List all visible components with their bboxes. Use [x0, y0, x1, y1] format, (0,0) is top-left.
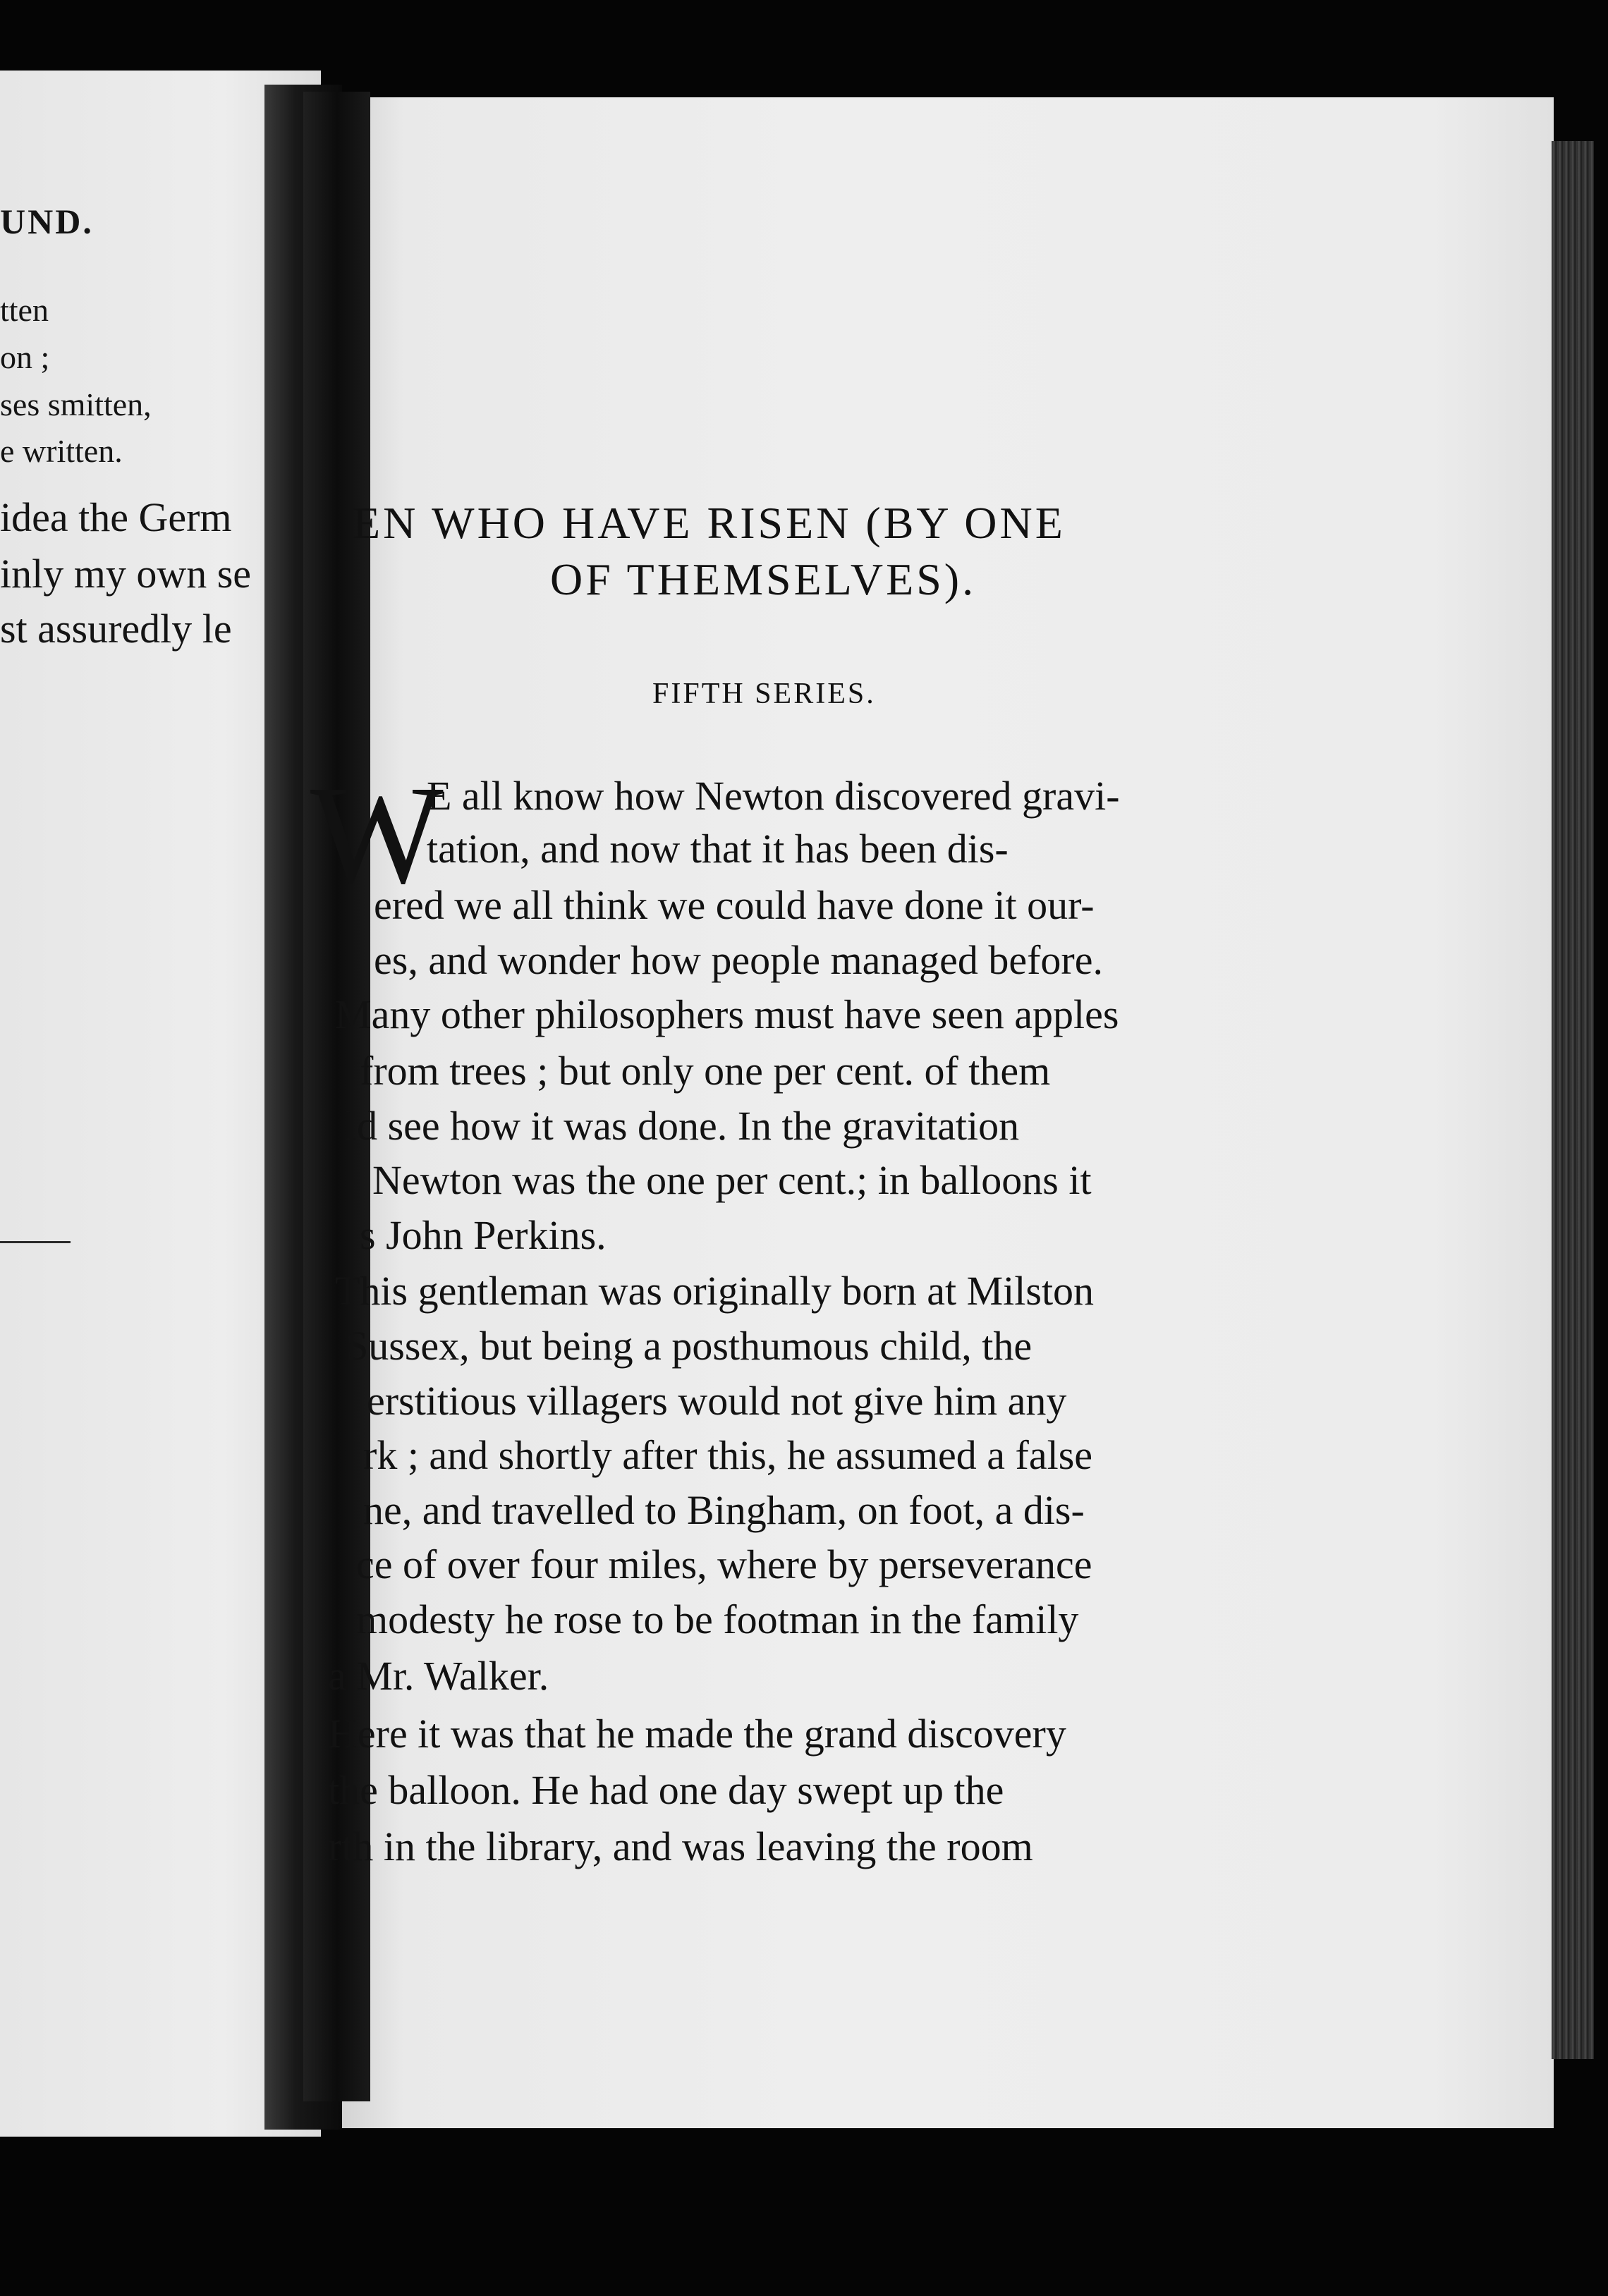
body-line: s John Perkins. [360, 1212, 607, 1258]
chapter-title-line-2: OF THEMSELVES). [550, 554, 977, 604]
body-line: This gentleman was originally born at Milston [335, 1268, 1095, 1314]
body-line: tation, and now that it has been dis- [427, 826, 1009, 872]
body-line: modesty he rose to be footman in the family [356, 1596, 1079, 1642]
chapter-title-line-1: EN WHO HAVE RISEN (BY ONE [353, 498, 1066, 548]
body-line: rth in the library, and was leaving the room [328, 1824, 1033, 1869]
left-page-line: e written. [0, 433, 123, 469]
body-line: ce of over four miles, where by perseverance [356, 1541, 1092, 1587]
body-line: ld see how it was done. In the gravitation [346, 1103, 1020, 1149]
left-page-line: on ; [0, 339, 50, 375]
body-line: Here it was that he made the grand discovery [328, 1711, 1066, 1757]
body-line: Sussex, but being a posthumous child, the [346, 1323, 1033, 1369]
chapter-subtitle: FIFTH SERIES. [652, 678, 876, 710]
body-line: es, and wonder how people managed before. [374, 937, 1103, 983]
left-page-rule [0, 1241, 71, 1243]
body-line: Newton was the one per cent.; in balloons it [372, 1157, 1092, 1203]
left-page-header: UND. [0, 202, 94, 241]
left-page-line: inly my own se [0, 551, 252, 597]
body-line: E all know how Newton discovered gravi- [427, 773, 1120, 819]
body-line: ered we all think we could have done it our- [374, 882, 1095, 928]
page-edge [1552, 141, 1594, 2059]
body-line: from trees ; but only one per cent. of them [360, 1048, 1051, 1094]
body-line: erstitious villagers would not give him any [367, 1378, 1067, 1424]
left-page-line: idea the Germ [0, 494, 232, 540]
left-page-line: st assuredly le [0, 606, 232, 652]
left-page-line: ses smitten, [0, 386, 152, 422]
drop-cap: W [310, 757, 444, 913]
body-line: rk ; and shortly after this, he assumed a false [363, 1432, 1093, 1478]
body-line: a Mr. Walker. [328, 1653, 549, 1699]
body-line: ne, and travelled to Bingham, on foot, a dis- [363, 1487, 1085, 1533]
left-page-line: tten [0, 292, 49, 328]
body-line: the balloon. He had one day swept up the [328, 1767, 1004, 1813]
body-line: Many other philosophers must have seen apples [335, 991, 1119, 1037]
